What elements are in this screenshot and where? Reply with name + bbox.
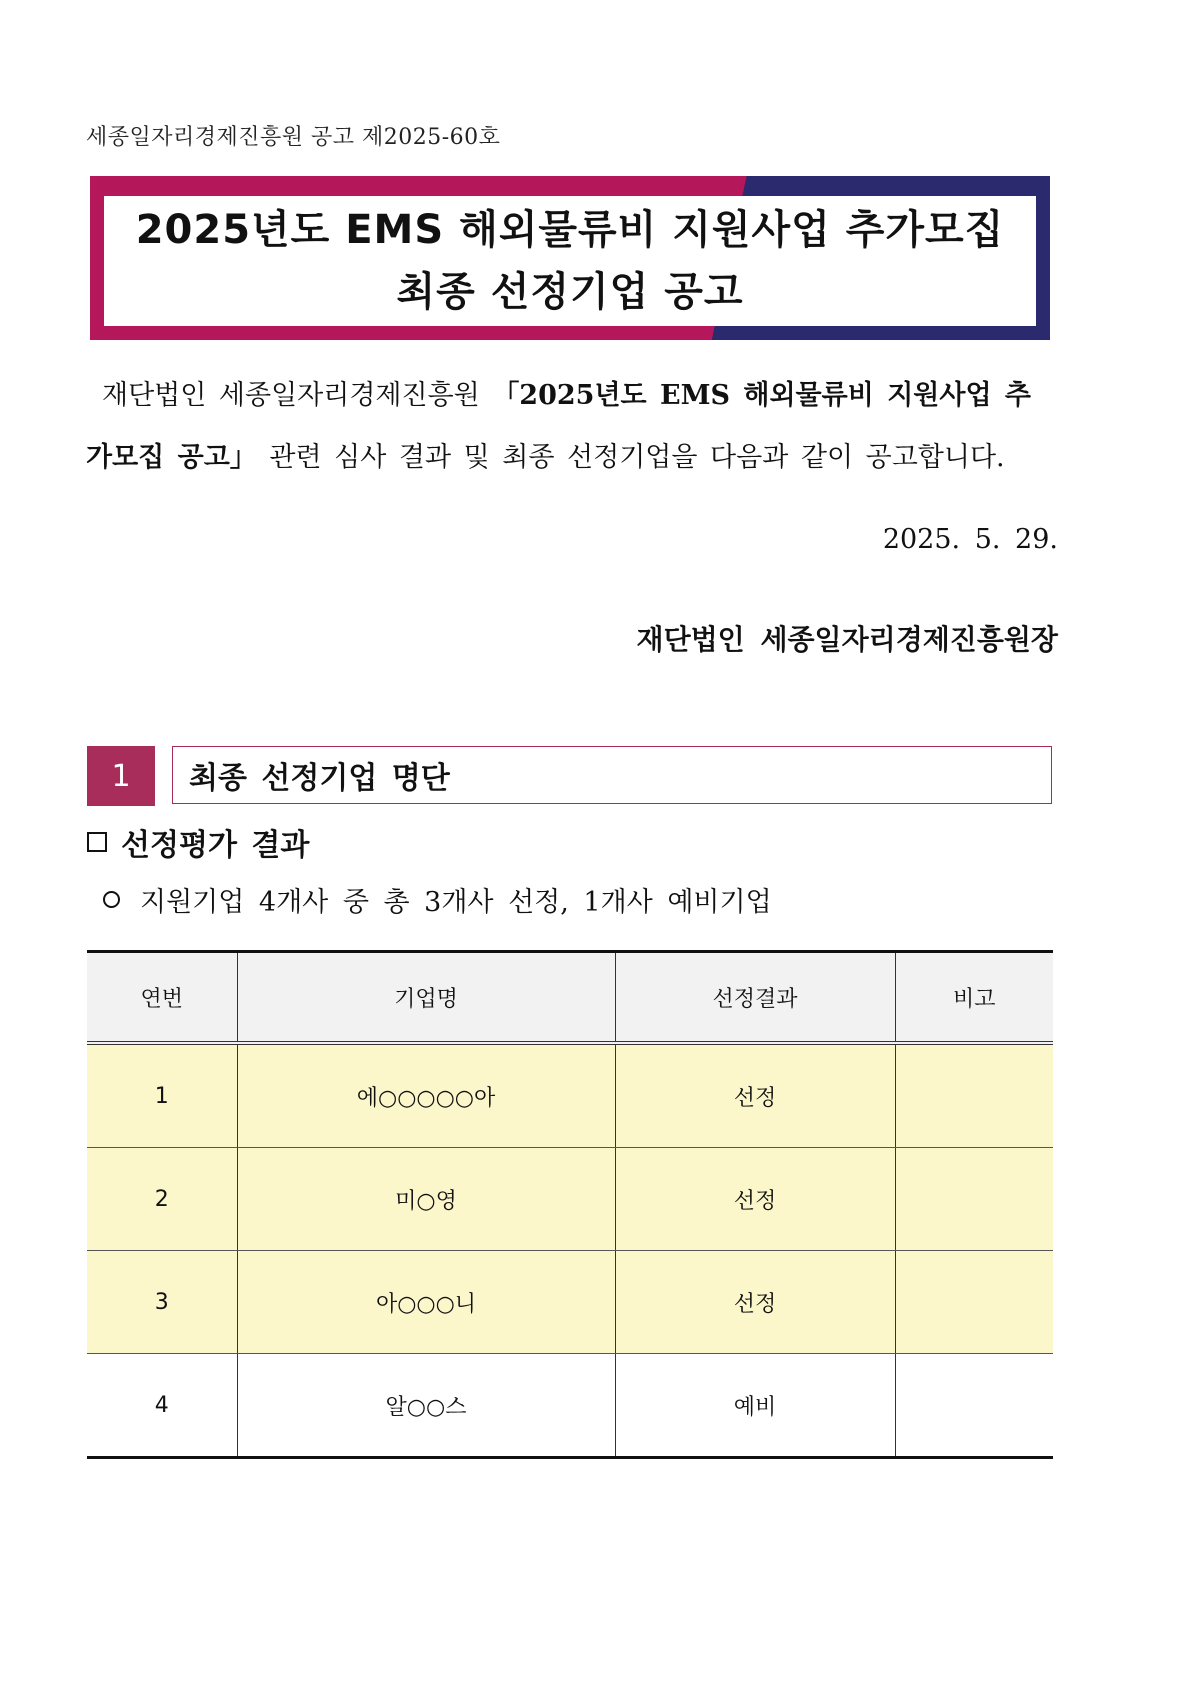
square-outline-icon — [87, 832, 107, 852]
bullet-text: 지원기업 4개사 중 총 3개사 선정, 1개사 예비기업 — [140, 887, 772, 918]
title-line-2: 최종 선정기업 공고 — [396, 269, 744, 315]
notice-number: 세종일자리경제진흥원 공고 제2025-60호 — [86, 125, 501, 150]
cell-no: 3 — [87, 1251, 237, 1354]
cell-no: 4 — [87, 1354, 237, 1458]
cell-result: 선정 — [615, 1148, 895, 1251]
title-inner — [104, 196, 1036, 326]
cell-result: 예비 — [615, 1354, 895, 1458]
title-banner — [90, 176, 1050, 340]
table-row — [87, 1251, 1053, 1354]
cell-result: 선정 — [615, 1251, 895, 1354]
section-title: 최종 선정기업 명단 — [172, 746, 1052, 804]
intro-suffix: 관련 심사 결과 및 최종 선정기업을 다음과 같이 공고합니다. — [256, 442, 1005, 473]
table-row — [87, 1354, 1053, 1458]
section-number-badge: 1 — [87, 746, 155, 806]
cell-company: 알○○스 — [237, 1354, 615, 1458]
cell-company: 에○○○○○아 — [237, 1043, 615, 1148]
table-row — [87, 1148, 1053, 1251]
cell-company: 아○○○니 — [237, 1251, 615, 1354]
header-note: 비고 — [895, 952, 1053, 1044]
table-header-row — [87, 952, 1053, 1044]
intro-program-name: 「2025년도 EMS 해외물류비 지원사업 추가모집 공고」 — [86, 380, 1032, 473]
table-row — [87, 1043, 1053, 1148]
issuer: 재단법인 세종일자리경제진흥원장 — [636, 623, 1058, 656]
subheading-text: 선정평가 결과 — [121, 828, 310, 863]
header-no: 연번 — [87, 952, 237, 1044]
cell-note — [895, 1354, 1053, 1458]
summary-bullet — [103, 880, 772, 919]
selection-result-table — [87, 950, 1053, 1459]
cell-company: 미○영 — [237, 1148, 615, 1251]
header-result: 선정결과 — [615, 952, 895, 1044]
notice-date: 2025. 5. 29. — [882, 524, 1058, 555]
header-company: 기업명 — [237, 952, 615, 1044]
title-line-1: 2025년도 EMS 해외물류비 지원사업 추가모집 — [135, 207, 1005, 253]
intro-prefix: 재단법인 세종일자리경제진흥원 — [102, 380, 493, 411]
cell-no: 2 — [87, 1148, 237, 1251]
cell-note — [895, 1043, 1053, 1148]
cell-note — [895, 1251, 1053, 1354]
intro-paragraph — [86, 365, 1056, 489]
subheading — [87, 820, 309, 864]
circle-outline-icon — [103, 891, 120, 908]
cell-result: 선정 — [615, 1043, 895, 1148]
cell-note — [895, 1148, 1053, 1251]
cell-no: 1 — [87, 1043, 237, 1148]
